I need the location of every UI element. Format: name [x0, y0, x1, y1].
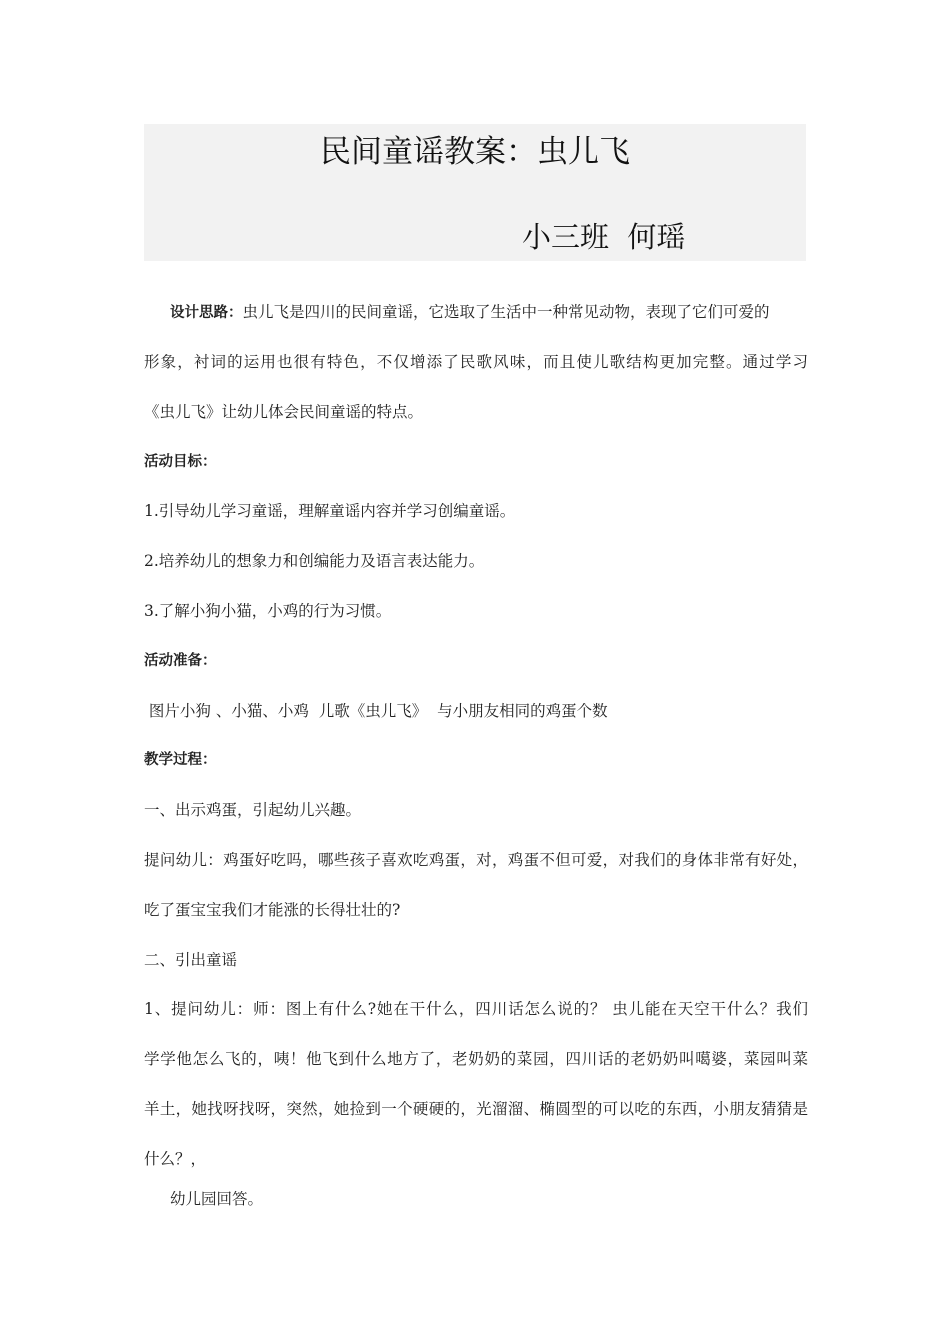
step-1-line-1: 提问幼儿：鸡蛋好吃吗，哪些孩子喜欢吃鸡蛋，对，鸡蛋不但可爱，对我们的身体非常有好处， — [144, 851, 808, 869]
goal-item-3: 3.了解小狗小猫，小鸡的行为习惯。 — [144, 602, 392, 620]
goal-item-2: 2.培养幼儿的想象力和创编能力及语言表达能力。 — [144, 552, 485, 570]
design-text-1: 虫儿飞是四川的民间童谣，它选取了生活中一种常见动物，表现了它们可爱的 — [242, 303, 770, 321]
answer-text: 幼儿园回答。 — [170, 1190, 264, 1208]
step-2-line-4: 什么？， — [144, 1150, 207, 1168]
goals-heading: 活动目标： — [144, 454, 217, 470]
goal-item-1: 1.引导幼儿学习童谣，理解童谣内容并学习创编童谣。 — [144, 502, 516, 520]
document-author: 小三班 何瑶 — [522, 220, 686, 254]
step-2-line-3: 羊土，她找呀找呀，突然，她捡到一个硬硬的，光溜溜、椭圆型的可以吃的东西，小朋友猜猜是 — [144, 1100, 808, 1118]
step-1-title: 一、出示鸡蛋，引起幼儿兴趣。 — [144, 801, 362, 819]
process-heading: 教学过程： — [144, 752, 217, 768]
step-1-line-2: 吃了蛋宝宝我们才能涨的长得壮壮的? — [144, 901, 401, 919]
prep-heading: 活动准备： — [144, 653, 217, 669]
design-paragraph-line-1 — [170, 301, 808, 324]
design-paragraph-line-2: 形象，衬词的运用也很有特色，不仅增添了民歌风味，而且使儿歌结构更加完整。通过学习 — [144, 353, 808, 371]
design-paragraph-line-3: 《虫儿飞》让幼儿体会民间童谣的特点。 — [144, 403, 424, 421]
step-2-line-1: 1、提问幼儿：师：图上有什么?她在干什么，四川话怎么说的？ 虫儿能在天空干什么？我们 — [144, 1000, 808, 1018]
prep-text: 图片小狗 、小猫、小鸡 儿歌《虫儿飞》 与小朋友相同的鸡蛋个数 — [144, 702, 608, 720]
title-block — [144, 124, 806, 261]
step-2-line-2: 学学他怎么飞的，咦！他飞到什么地方了，老奶奶的菜园，四川话的老奶奶叫噶婆，菜园叫菜 — [144, 1050, 808, 1068]
document-title: 民间童谣教案：虫儿飞 — [320, 134, 630, 170]
step-2-title: 二、引出童谣 — [144, 951, 238, 969]
design-label: 设计思路： — [170, 305, 243, 321]
